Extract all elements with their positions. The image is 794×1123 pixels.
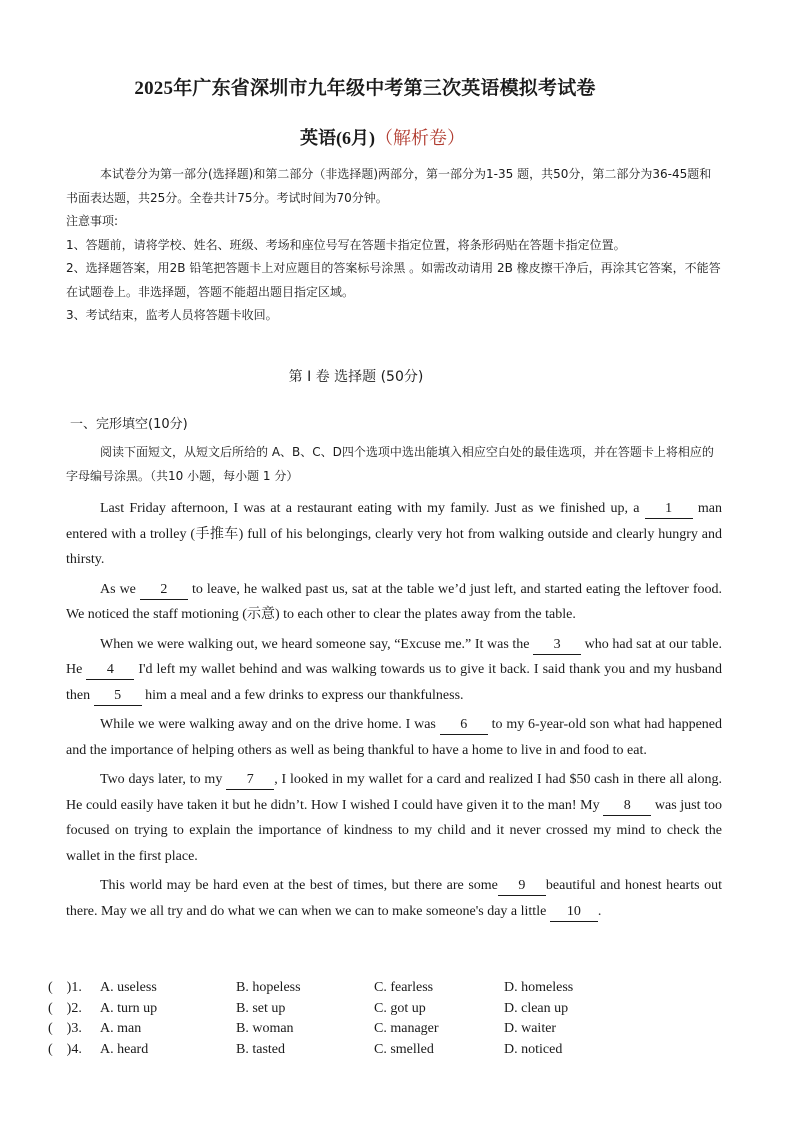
option-a[interactable]: A. useless [100,980,157,996]
question-row [48,1019,748,1040]
question-row [48,978,748,999]
option-d[interactable]: D. noticed [504,1041,563,1057]
exam-title: 2025年广东省深圳市九年级中考第三次英语模拟考试卷 [134,78,596,99]
subject-label: 英语(6月) [300,128,375,148]
paragraph [66,577,722,628]
blank-2: 2 [140,581,188,600]
passage-text: . [597,903,602,919]
passage-text: Two days later, to my [100,772,223,787]
passage-text: As we [100,581,136,597]
passage-text: While we were walking away and on the drive home. I was [100,717,436,732]
option-b[interactable]: B. set up [236,1000,286,1016]
exam-subtitle [0,124,765,150]
blank-4: 4 [86,661,134,680]
exam-instructions [66,163,722,328]
question-row [48,1040,748,1061]
option-b[interactable]: B. hopeless [236,980,301,996]
option-c[interactable]: C. manager [374,1021,439,1037]
option-c[interactable]: C. fearless [374,980,434,996]
option-a[interactable]: A. heard [100,1041,149,1057]
passage-text: man entered with a trolley (手推车) full of his belongings, clearly very hot from walking outside and clearly hungry and thirsty. [66,501,722,567]
section-title: 第 I 卷 选择题 (50分) [288,369,424,385]
paragraph [66,873,722,924]
passage-text: Last Friday afternoon, I was at a restaurant eating with my family. Just as we finished up, a [100,501,640,516]
blank-9: 9 [498,877,546,896]
blank-7: 7 [226,771,274,790]
blank-3: 3 [533,636,581,655]
question-row [48,999,748,1020]
paragraph [66,712,722,763]
paragraph [66,632,722,709]
instructions-text: 阅读下面短文，从短文后所给的 A、B、C、D四个选项中选出能填入相应空白处的最佳选项，并在答题卡上将相应的字母编号涂黑。（共10 小题，每小题 1 分） [66,445,714,483]
answer-slot[interactable]: ( )2. [48,1000,82,1016]
passage-text: who had sat at our table. He [66,636,722,677]
cloze-instructions [66,441,722,488]
passage-text: beautiful and honest hearts out there. May we all try and do what we can when we can to make someone's day a little [66,878,723,919]
answer-slot[interactable]: ( )3. [48,1021,82,1037]
blank-8: 8 [603,797,651,816]
note-item: 2、选择题答案，用2B 铅笔把答题卡上对应题目的答案标号涂黑 。如需改动请用 2B 橡皮擦干净后，再涂其它答案，不能答在试题卷上。非选择题，答题不能超出题目指定区域。 [66,261,721,299]
passage-text: When we were walking out, we heard someone say, “Excuse me.” It was the [100,636,530,652]
note-item: 3、考试结束，监考人员将答题卡收回。 [66,308,278,322]
passage-text: to my 6-year-old son what had happened and the importance of helping others as well as being thankful to have a home to live in and food to eat. [66,717,723,758]
blank-10: 10 [550,903,598,922]
answer-slot[interactable]: ( )4. [48,1041,82,1057]
option-d[interactable]: D. clean up [504,1000,569,1016]
passage-text: him a meal and a few drinks to express our thankfulness. [145,687,464,703]
part-title: 一、完形填空(10分) [70,417,188,432]
passage-text: to leave, he walked past us, sat at the table we’d just left, and started eating the leftover food. We noticed the staff motioning (示意) to each other to clear the plates away from the table. [66,581,723,622]
question-options [48,978,748,1060]
option-b[interactable]: B. woman [236,1021,294,1037]
option-a[interactable]: A. turn up [100,1000,158,1016]
option-c[interactable]: C. got up [374,1000,426,1016]
option-d[interactable]: D. waiter [504,1021,557,1037]
passage-text: This world may be hard even at the best of times, but there are some [100,878,498,893]
option-a[interactable]: A. man [100,1021,142,1037]
blank-5: 5 [94,687,142,706]
passage-text: I'd left my wallet behind and was walking towards us to give it back. I said thank you and my husband then [66,662,722,703]
answer-key-tag: （解析卷） [375,128,465,148]
answer-slot[interactable]: ( )1. [48,980,82,996]
passage-text: was just too focused on trying to explain the importance of kindness to my child and it never crossed my mind to check the wallet in the first place. [66,797,723,864]
notes-title: 注意事项: [66,214,119,228]
blank-6: 6 [440,716,488,735]
option-d[interactable]: D. homeless [504,980,574,996]
option-b[interactable]: B. tasted [236,1041,285,1057]
blank-1: 1 [645,500,693,519]
paragraph [66,767,722,869]
note-item: 1、答题前，请将学校、姓名、班级、考场和座位号写在答题卡指定位置，将条形码贴在答题卡指定位置。 [66,237,626,252]
exam-description: 本试卷分为第一部分(选择题)和第二部分（非选择题)两部分，第一部分为1-35 题，共50分，第二部分为36-45题和书面表达题，共25分。全卷共计75分。考试时间为70分钟。 [66,167,712,205]
passage-text: , I looked in my wallet for a card and realized I had $50 cash in there all along. He could easily have taken it but he didn’t. How I wished I could have given it to the man! My [66,772,723,813]
option-c[interactable]: C. smelled [374,1041,434,1057]
paragraph [66,496,722,573]
cloze-passage [66,496,722,928]
